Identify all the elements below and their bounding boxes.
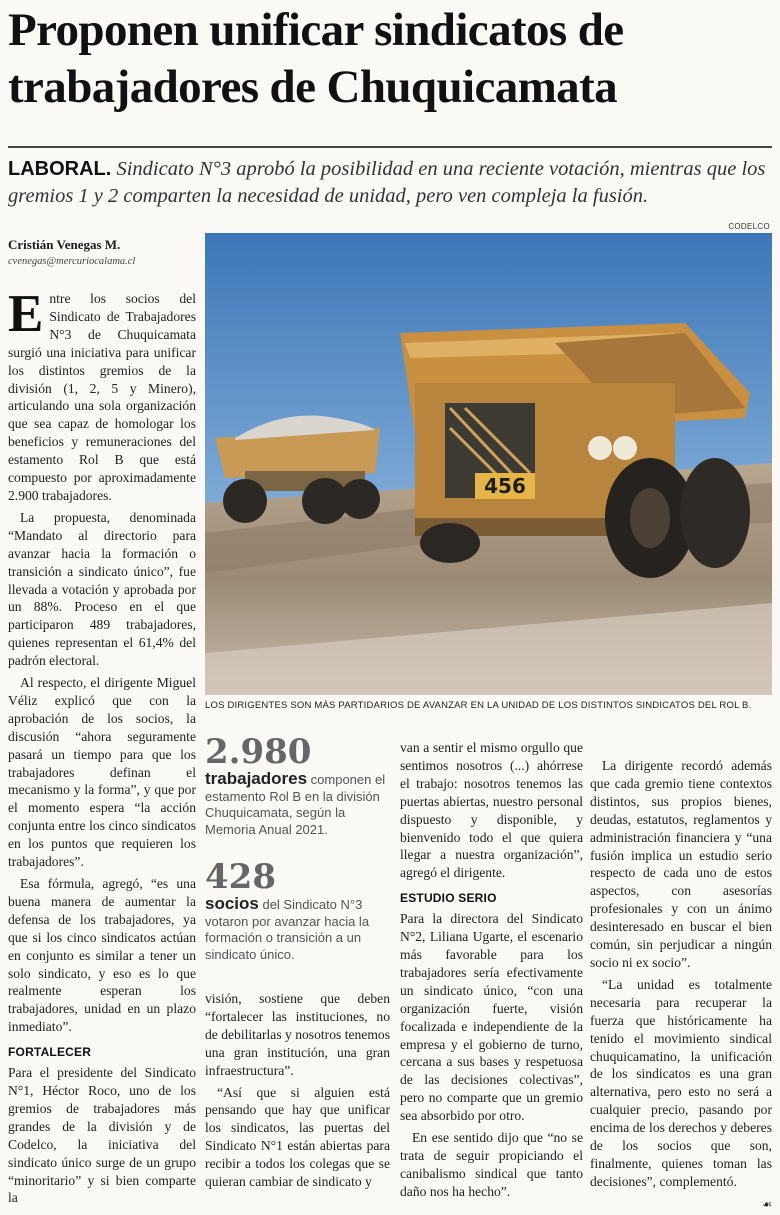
paragraph: Para el presidente del Sindicato N°1, Héctor Roco, uno de los gremios de trabajadores más grandes de la división y de Codelco, la iniciativa del sindicato único surge de un grupo “minoritario” y si bien comparte la [8,1065,196,1206]
drop-cap: E [8,285,44,343]
article-column-1 [8,285,196,1211]
deck-text: Sindicato N°3 aprobó la posibilidad en una reciente votación, mientras que los gremios 1 y 2 comparten la necesidad de unidad, pero ven compleja la fusión. [8,158,766,207]
article-column-3 [400,739,583,1205]
stat-label: trabajadores [205,769,308,788]
photo-caption: LOS DIRIGENTES SON MÁS PARTIDARIOS DE AVANZAR EN LA UNIDAD DE LOS DISTINTOS SINDICATOS DEL ROL B. [205,700,752,711]
divider [8,146,772,148]
stat-number: 2.980 [205,732,312,772]
subheading: FORTALECER [8,1045,92,1060]
paragraph: La propuesta, denominada “Mandato al directorio para avanzar hacia la formación o transición a sindicato único”, fue llevada a votación y aprobada por un 88%. Proceso en el que participaron 489 trabajadores, quienes representan el 61,4% del padrón electoral. [8,509,196,669]
photo-credit: CODELCO [728,222,770,231]
truck-number: 456 [484,474,526,498]
paragraph: La dirigente recordó además que cada gremio tiene contextos distintos, sus propios bienes, deudas, estatutos, reglamentos y administración financiera y “una fusión implica un estudio serio respecto de cada uno de estos aspectos, con asesorías profesionales y con un ánimo desinteresado en buscar el bien común, sin perjudicar a ningún socio ni ex socio”. [590,758,772,970]
stat-box [205,858,390,963]
deck [8,156,772,210]
paragraph: visión, sostiene que deben “fortalecer las instituciones, no de debilitarlas y nosotros tenemos una gran institución, una gran infraestructura”. [205,991,390,1078]
author-email: cvenegas@mercuriocalama.cl [8,256,136,267]
stat-description: del Sindicato N°3 votaron por avanzar hacia la formación o transición a un sindicato único. [205,897,370,962]
section-tag: LABORAL. [8,158,112,180]
end-mark-icon: ☙ [762,1198,772,1211]
news-photo [205,233,772,695]
subheading: ESTUDIO SERIO [400,891,497,906]
paragraph: “La unidad es totalmente necesaria para recuperar la fuerza que históricamente ha tenido el movimiento sindical chuquicamatino, la unificación de los sindicatos es una gran alternativa, pero esto no será a cualquier precio, pasando por encima de los derechos y deberes de los socios que son, finalmente, quienes toman las decisiones”, complementó. [590,976,772,1189]
paragraph: Esa fórmula, agregó, “es una buena manera de aumentar la defensa de los trabajadores, ya que si los cinco sindicatos actúan en conjunto es similar a tener un solo sindicato, y eso es lo que realmente esperan los trabajadores, unidad en un plazo inmediato”. [8,876,196,1035]
paragraph: ntre los socios del Sindicato de Trabajadores N°3 de Chuquicamata surgió una iniciativa para unificar los distintos gremios de la división (1, 2, 5 y Minero), articulando una sola organización que sea capaz de homologar los beneficios y remuneraciones del estamento Rol B que está compuesto por aproximadamente 2.900 trabajadores. [8,291,196,503]
stat-box [205,733,390,838]
stat-number: 428 [205,857,276,897]
article-column-2 [205,990,390,1195]
paragraph: van a sentir el mismo orgullo que sentimos nosotros (...) ahórrese el trabajo: nosotros tenemos las puertas abiertas, nuestro personal dispuesto y disponible, y bienvenido todo el que quiera llegar a nuestra organización”, agregó el dirigente. [400,740,583,881]
paragraph: “Así que si alguien está pensando que hay que unificar los sindicatos, las puertas del Sindicato N°1 están abiertas para recibir a todos los colegas que se quieran cambiar de sindicato y [205,1084,390,1190]
paragraph: Para la directora del Sindicato N°2, Liliana Ugarte, el escenario más favorable para los trabajadores sería efectivamente un sindicato único, “con una organización fuerte, visión focalizada e independiente de la empresa y el gobierno de turno, cercana a sus bases y respetuosa de las decisiones colectivas”, pero no comparte que un gremio sea absorbido por otro. [400,911,583,1124]
headline: Proponen unificar sindicatos de trabajadores de Chuquicamata [8,4,624,113]
paragraph: Al respecto, el dirigente Miguel Véliz explicó que con la aprobación de los socios, la discusión “ahora seguramente pasará un tiempo para que los trabajadores definan el mecanismo y la forma”, y que por el momento espera “la acción conjunta entre los cinco sindicatos en los puntos que requieren los trabajadores”. [8,675,196,870]
stat-description: componen el estamento Rol B en la división Chuquicamata, según la Memoria Anual 2021. [205,772,386,837]
article-column-4 [590,757,772,1215]
author-name: Cristián Venegas M. [8,237,121,252]
stat-label: socios [205,894,259,913]
paragraph: En ese sentido dijo que “no se trata de seguir propiciando el canibalismo sindical que tanto daño nos ha hecho”. [400,1130,583,1199]
